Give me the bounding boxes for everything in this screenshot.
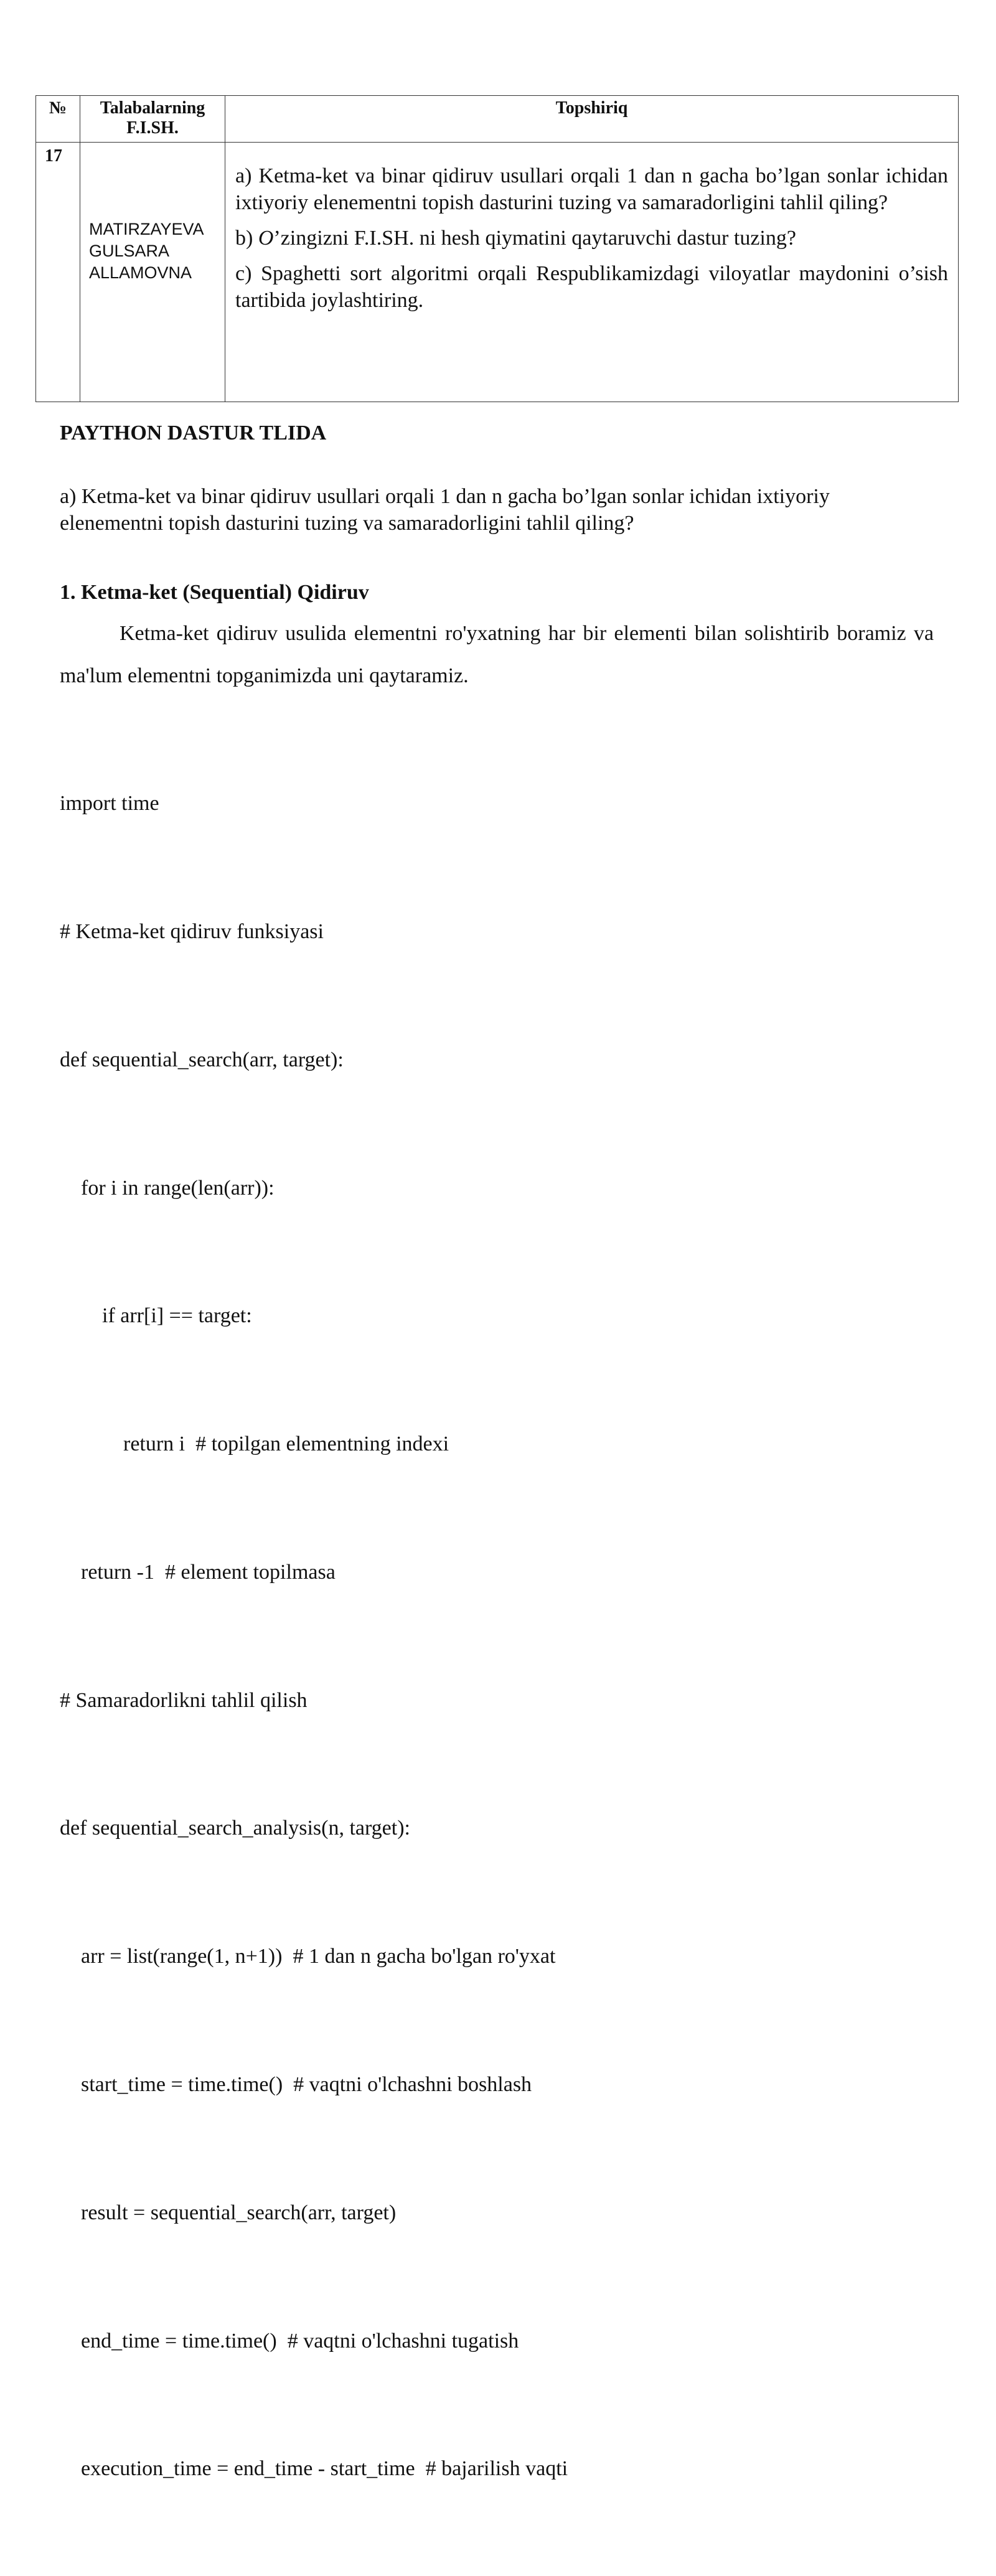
task-b-prefix: b) <box>235 227 258 250</box>
row-number: 17 <box>36 143 80 402</box>
code-line: if arr[i] == target: <box>60 1304 252 1328</box>
code-line: def sequential_search(arr, target): <box>60 1048 344 1071</box>
code-line: # Ketma-ket qidiruv funksiyasi <box>60 919 324 943</box>
header-task: Topshiriq <box>225 96 959 143</box>
code-line: execution_time = end_time - start_time # bajarilish vaqti <box>60 2457 568 2481</box>
code-line: result = sequential_search(arr, target) <box>60 2201 397 2224</box>
subsection-title: 1. Ketma-ket (Sequential) Qidiruv <box>60 581 369 604</box>
code-line: start_time = time.time() # vaqtni o'lchashni boshlash <box>60 2073 532 2096</box>
table-row <box>36 143 959 402</box>
task-b-rest: ’zingizni F.I.SH. ni hesh qiymatini qaytaruvchi dastur tuzing? <box>273 227 796 250</box>
code-line: # Samaradorlikni tahlil qilish <box>60 1688 308 1712</box>
code-line: def sequential_search_analysis(n, target): <box>60 1817 410 1840</box>
table-header-row <box>36 96 959 143</box>
student-firstname: GULSARA <box>89 241 170 260</box>
task-b-italic: O <box>258 227 274 250</box>
student-surname: MATIRZAYEVA <box>89 219 204 238</box>
student-patronymic: ALLAMOVNA <box>89 263 192 282</box>
code-block <box>60 697 931 2576</box>
code-line: end_time = time.time() # vaqtni o'lchashni tugatish <box>60 2329 519 2353</box>
student-name-cell <box>80 143 225 402</box>
code-line: arr = list(range(1, n+1)) # 1 dan n gacha bo'lgan ro'yxat <box>60 1945 556 1968</box>
code-line: return i # topilgan elementning indexi <box>60 1432 449 1456</box>
task-a-paragraph: a) Ketma-ket va binar qidiruv usullari orqali 1 dan n gacha bo’lgan sonlar ichidan ixtiyoriy elenementni topish dasturini tuzing va samaradorligini tahlil qiling? <box>60 485 830 535</box>
description-text: Ketma-ket qidiruv usulida elementni ro'yxatning har bir elementi bilan solishtirib boramiz va ma'lum elementni topganimizda uni qaytaramiz. <box>60 622 934 687</box>
code-line: return -1 # element topilmasa <box>60 1560 336 1584</box>
assignment-table <box>35 95 959 402</box>
task-b <box>235 225 948 251</box>
header-number: № <box>36 96 80 143</box>
header-student-name: Talabalarning F.I.SH. <box>80 96 225 143</box>
task-c: c) Spaghetti sort algoritmi orqali Respublikamizdagi viloyatlar maydonini o’sish tartibida joylashtiring. <box>235 262 948 312</box>
description-paragraph <box>60 613 934 697</box>
section-title: PAYTHON DASTUR TLIDA <box>60 421 327 444</box>
code-line: import time <box>60 792 159 816</box>
code-line: for i in range(len(arr)): <box>60 1176 275 1200</box>
task-a: a) Ketma-ket va binar qidiruv usullari orqali 1 dan n gacha bo’lgan sonlar ichidan ixtiyoriy elenementni topish dasturini tuzing va samaradorligini tahlil qiling? <box>235 164 948 214</box>
tasks-cell <box>225 143 959 402</box>
